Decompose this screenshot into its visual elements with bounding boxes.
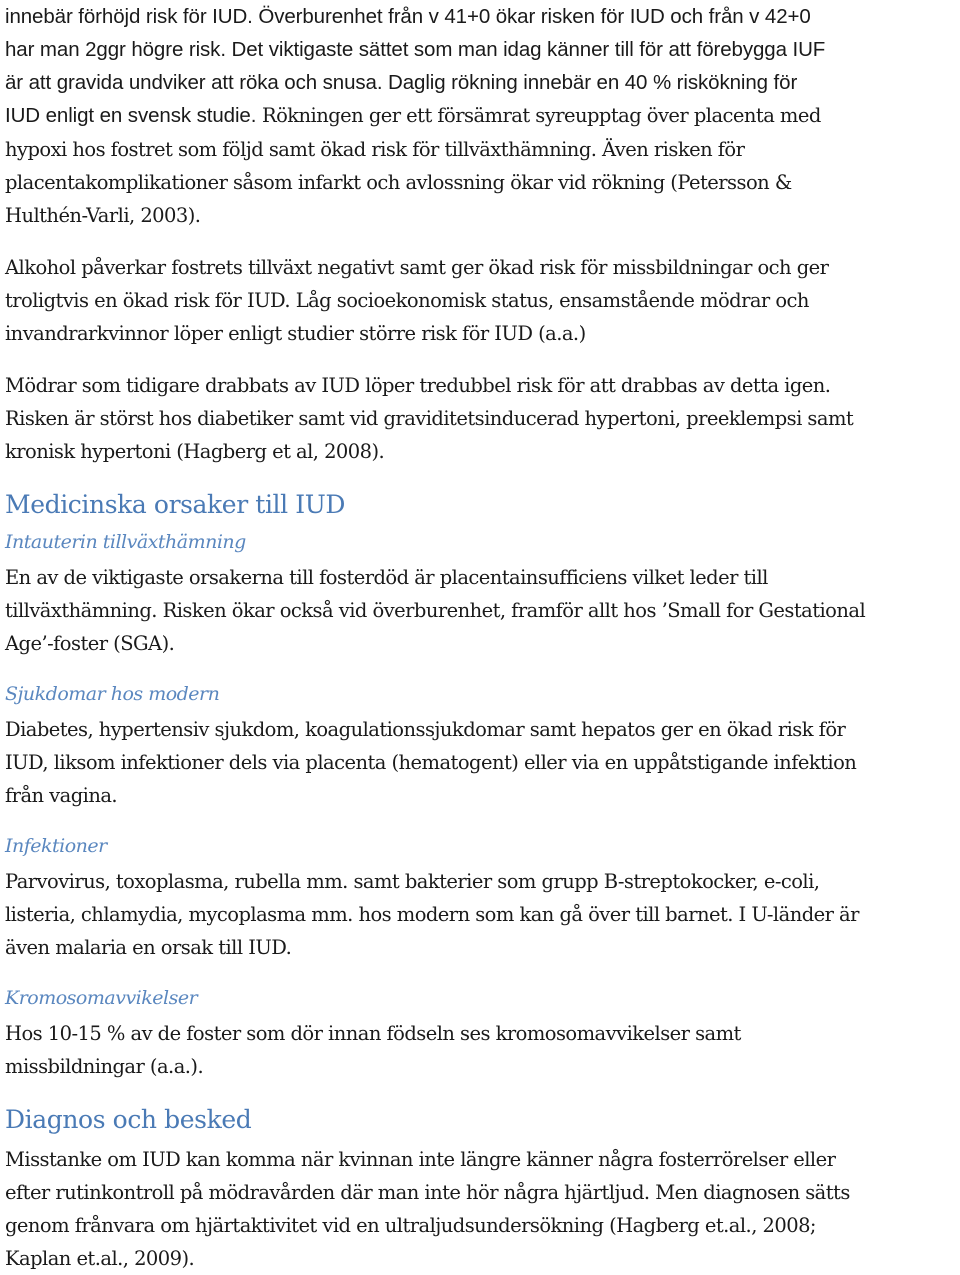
text-line: kronisk hypertoni (Hagberg et al, 2008). [5,440,385,463]
text-line: En av de viktigaste orsakerna till fosterdöd är placentainsufficiens vilket leder till [5,566,768,589]
text-line: Alkohol påverkar fostrets tillväxt negativt samt ger ökad risk för missbildningar och ger [5,256,829,279]
text-line: Hos 10-15 % av de foster som dör innan födseln ses kromosomavvikelser samt [5,1022,741,1045]
paragraph-infektioner [5,865,859,964]
text-line: hypoxi hos fostret som följd samt ökad risk för tillväxthämning. Även risken för [5,138,745,161]
subheading-kromosomavvikelser: Kromosomavvikelser [5,987,198,1009]
text-line: listeria, chlamydia, mycoplasma mm. hos modern som kan gå över till barnet. I U-länder är [5,903,859,926]
text-line: Risken är störst hos diabetiker samt vid graviditetsinducerad hypertoni, preeklempsi samt [5,407,854,430]
paragraph-recurrence [5,369,853,468]
text-line: innebär förhöjd risk för IUD. Överburenhet från v 41+0 ökar risken för IUD och från v 42+0 [5,5,811,28]
paragraph-alcohol [5,251,828,350]
paragraph-intauterin [5,561,865,660]
subheading-infektioner: Infektioner [5,835,107,857]
text-line: Hulthén-Varli, 2003). [5,204,201,227]
text-line: Diabetes, hypertensiv sjukdom, koagulationssjukdomar samt hepatos ger en ökad risk för [5,718,846,741]
text-line: Age’-foster (SGA). [5,632,175,655]
text-line: Kaplan et.al., 2009). [5,1247,195,1270]
text-line: tillväxthämning. Risken ökar också vid överburenhet, framför allt hos ’Small for Gestational [5,599,866,622]
text-line: troligtvis en ökad risk för IUD. Låg socioekonomisk status, ensamstående mödrar och [5,289,809,312]
text-line-tail: Rökningen ger ett försämrat syreupptag över placenta med [256,104,821,127]
text-line: IUD, liksom infektioner dels via placenta (hematogent) eller via en uppåtstigande infektion [5,751,857,774]
heading-diagnos: Diagnos och besked [5,1105,252,1134]
subheading-intauterin: Intauterin tillväxthämning [5,531,246,553]
text-line: invandrarkvinnor löper enligt studier större risk för IUD (a.a.) [5,322,586,345]
text-line: även malaria en orsak till IUD. [5,936,292,959]
text-line: efter rutinkontroll på mödravården där man inte hör några hjärtljud. Men diagnosen sätts [5,1181,850,1204]
text-line: Parvovirus, toxoplasma, rubella mm. samt bakterier som grupp B-streptokocker, e-coli, [5,870,820,893]
paragraph-sjukdomar [5,713,856,812]
text-line: Mödrar som tidigare drabbats av IUD löper tredubbel risk för att drabbas av detta igen. [5,374,831,397]
text-line: IUD enligt en svensk studie. [5,104,257,127]
text-line: genom frånvara om hjärtaktivitet vid en ultraljudsundersökning (Hagberg et.al., 2008; [5,1214,816,1237]
heading-medicinska-orsaker: Medicinska orsaker till IUD [5,490,346,519]
paragraph-smoking-risk [5,0,825,232]
text-line: har man 2ggr högre risk. Det viktigaste sättet som man idag känner till för att förebygga IUF [5,38,826,61]
subheading-sjukdomar: Sjukdomar hos modern [5,683,220,705]
text-line: placentakomplikationer såsom infarkt och avlossning ökar vid rökning (Petersson & [5,171,792,194]
paragraph-kromosomavvikelser [5,1017,741,1083]
paragraph-diagnos [5,1143,850,1275]
text-line: från vagina. [5,784,118,807]
text-line: Misstanke om IUD kan komma när kvinnan inte längre känner några fosterrörelser eller [5,1148,836,1171]
text-line: missbildningar (a.a.). [5,1055,204,1078]
text-line: är att gravida undviker att röka och snusa. Daglig rökning innebär en 40 % riskökning för [5,71,798,94]
